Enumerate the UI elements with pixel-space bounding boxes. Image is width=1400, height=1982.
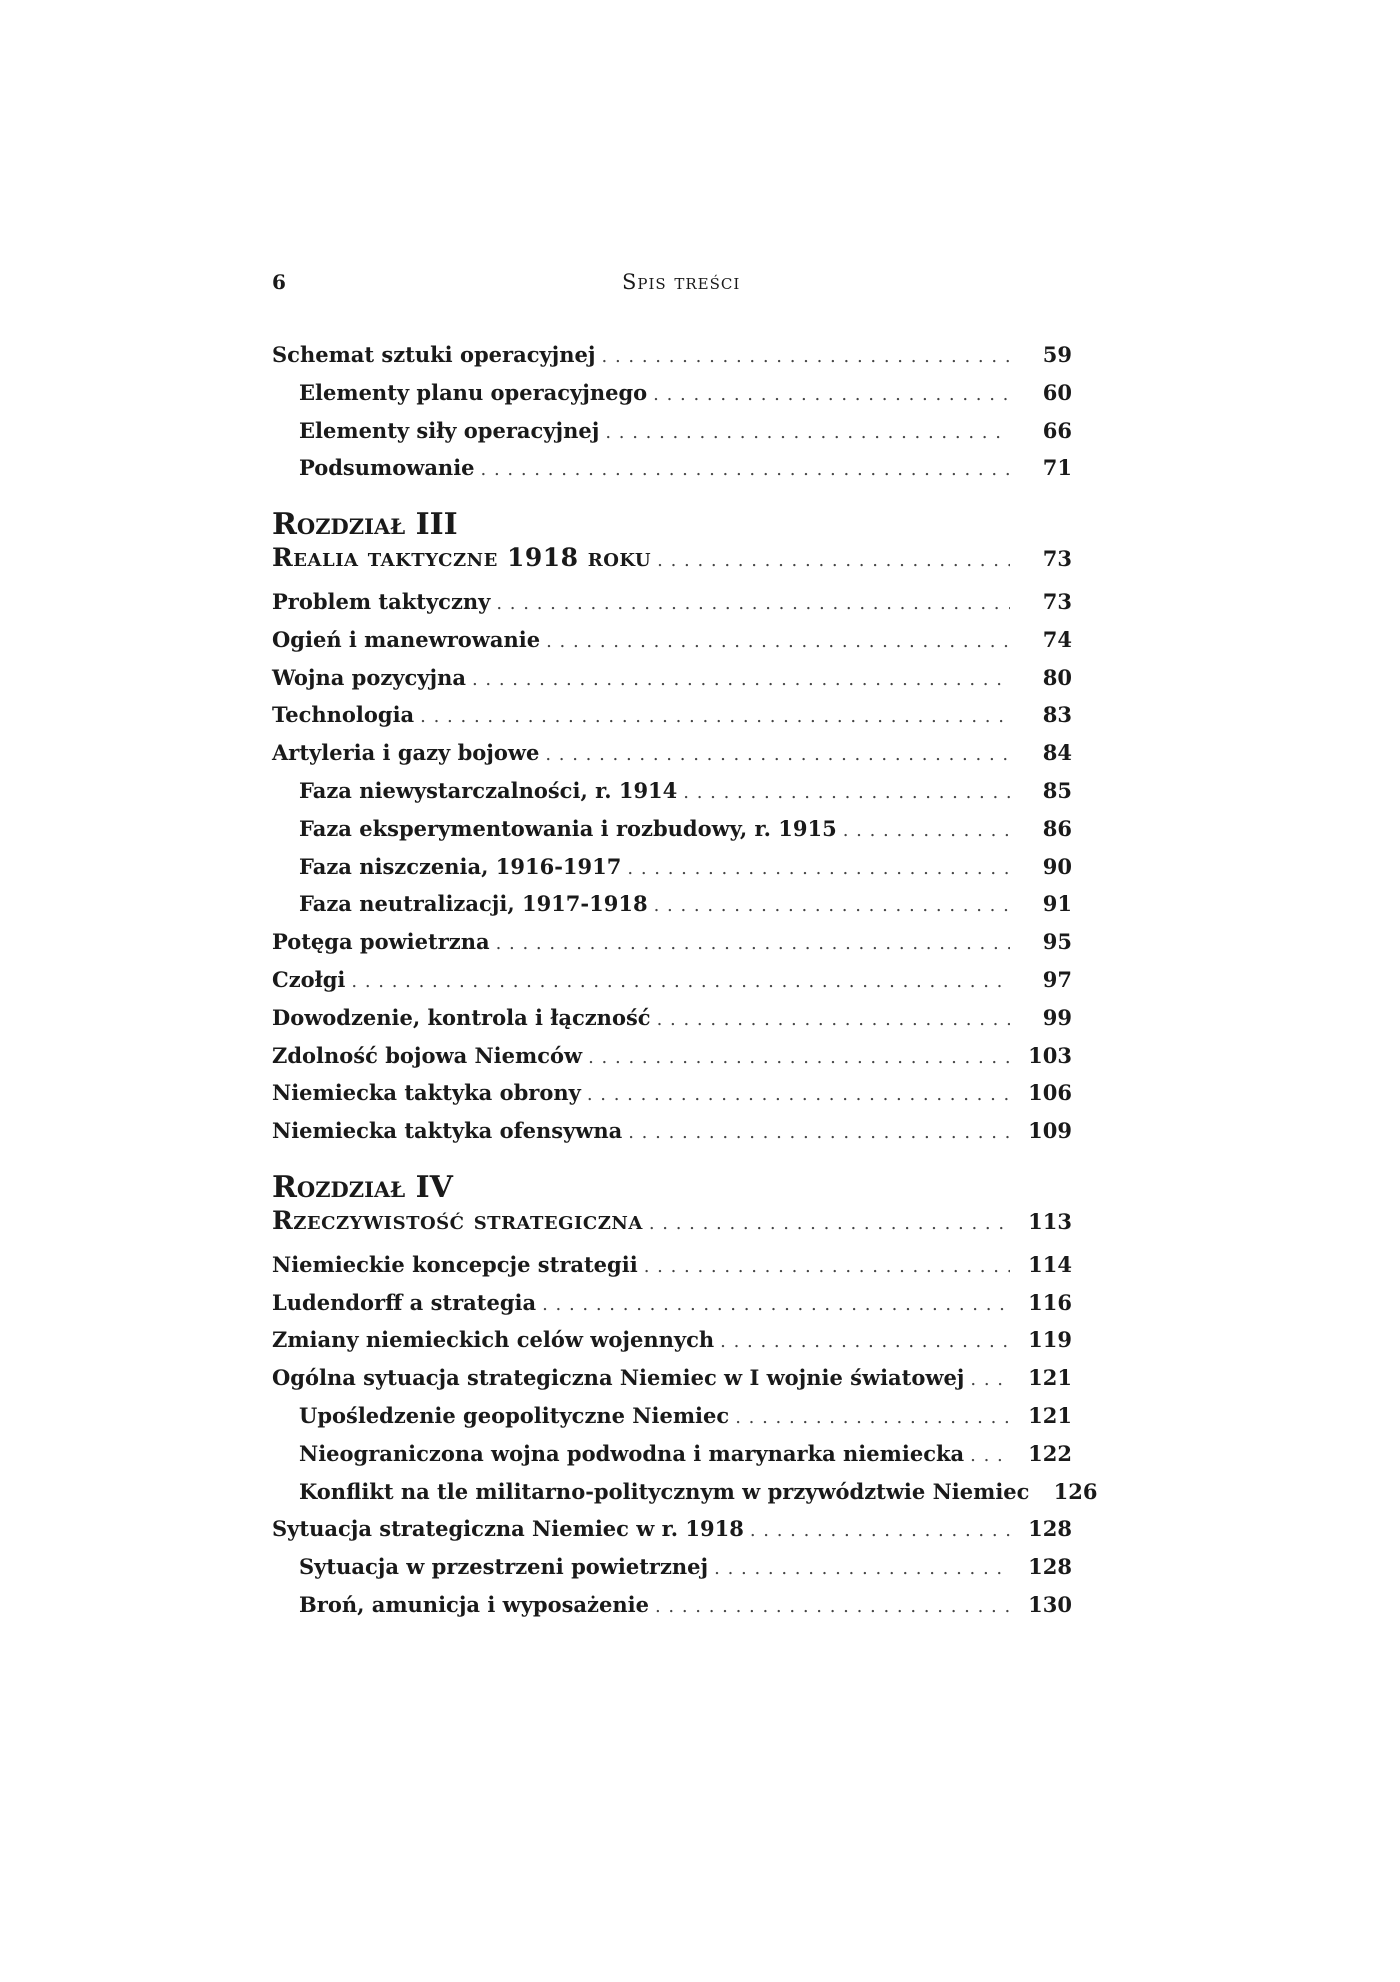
- toc-entry[interactable]: [272, 1516, 1072, 1554]
- toc-entry[interactable]: [272, 1043, 1072, 1081]
- dot-leader: [657, 1009, 1010, 1030]
- toc-entry-title: Broń, amunicja i wyposażenie: [299, 1591, 649, 1617]
- toc-entry-page-number: 84: [1042, 740, 1072, 766]
- toc-entry[interactable]: [272, 627, 1072, 665]
- toc-section-1: [272, 342, 1072, 493]
- dot-leader: [970, 1369, 1010, 1390]
- dot-leader: [720, 1331, 1010, 1352]
- toc-entry-title: Niemieckie koncepcje strategii: [272, 1251, 638, 1277]
- toc-entry-page-number: 106: [1028, 1080, 1072, 1106]
- toc-entry-title: Artyleria i gazy bojowe: [272, 740, 540, 766]
- toc-entry[interactable]: [272, 1554, 1072, 1592]
- dot-leader: [654, 895, 1010, 916]
- toc-entry-page-number: 121: [1028, 1365, 1072, 1391]
- toc-entry[interactable]: [272, 455, 1072, 493]
- toc-entry-page-number: 59: [1042, 342, 1072, 367]
- chapter-page-number: 113: [1028, 1208, 1072, 1234]
- toc-entry[interactable]: [272, 891, 1072, 929]
- chapter-3: [272, 507, 1072, 581]
- toc-entry-title: Podsumowanie: [299, 455, 475, 481]
- toc-entry[interactable]: [272, 967, 1072, 1005]
- toc-entry-title: Ludendorff a strategia: [272, 1289, 537, 1315]
- toc-entry-title: Zmiany niemieckich celów wojennych: [272, 1327, 715, 1353]
- toc-entry-page-number: 90: [1042, 853, 1072, 879]
- toc-entry-title: Elementy planu operacyjnego: [299, 379, 648, 405]
- toc-entry-page-number: 97: [1042, 966, 1072, 992]
- toc-entry-page-number: 128: [1028, 1554, 1072, 1580]
- toc-entry-page-number: 103: [1028, 1042, 1072, 1068]
- toc-entry[interactable]: [272, 589, 1072, 627]
- toc-entry[interactable]: [272, 929, 1072, 967]
- dot-leader: [542, 1294, 1010, 1315]
- toc-entry-title: Wojna pozycyjna: [272, 664, 466, 690]
- toc-entry-title: Sytuacja strategiczna Niemiec w r. 1918: [272, 1516, 744, 1542]
- toc-entry[interactable]: [272, 1005, 1072, 1043]
- toc-entry-title: Upośledzenie geopolityczne Niemiec: [299, 1402, 730, 1428]
- toc-entry-page-number: 66: [1042, 417, 1072, 443]
- toc-entry[interactable]: [272, 1327, 1072, 1365]
- toc-entry-title: Faza eksperymentowania i rozbudowy, r. 1915: [299, 815, 837, 841]
- toc-entry[interactable]: [272, 1365, 1072, 1403]
- toc-entry-page-number: 119: [1028, 1327, 1072, 1353]
- dot-leader: [602, 346, 1010, 367]
- dot-leader: [750, 1520, 1010, 1541]
- toc-entry-title: Faza neutralizacji, 1917-1918: [299, 891, 648, 917]
- toc-entry-title: Niemiecka taktyka obrony: [272, 1080, 581, 1106]
- chapter-title-row[interactable]: [272, 543, 1072, 581]
- toc-entry-page-number: 99: [1042, 1004, 1072, 1030]
- toc-entry[interactable]: [272, 1592, 1072, 1630]
- dot-leader: [627, 858, 1010, 879]
- toc-entry-page-number: 60: [1042, 379, 1072, 405]
- toc-entry-title: Sytuacja w przestrzeni powietrznej: [299, 1554, 709, 1580]
- toc-entry[interactable]: [272, 1403, 1072, 1441]
- dot-leader: [496, 933, 1010, 954]
- toc-entry-title: Technologia: [272, 702, 415, 728]
- chapter-label: Rozdział III: [272, 507, 458, 543]
- dot-leader: [472, 669, 1010, 690]
- toc-entry[interactable]: [272, 740, 1072, 778]
- toc-entry-title: Niemiecka taktyka ofensywna: [272, 1118, 623, 1144]
- toc-entry-page-number: 109: [1028, 1118, 1072, 1144]
- toc-entry[interactable]: [272, 1252, 1072, 1290]
- toc-entry[interactable]: [272, 816, 1072, 854]
- toc-entry-page-number: 71: [1042, 455, 1072, 481]
- toc-entry-page-number: 116: [1028, 1289, 1072, 1315]
- toc-entry-title: Elementy siły operacyjnej: [299, 417, 600, 443]
- toc-entry-title: Potęga powietrzna: [272, 929, 490, 955]
- dot-leader: [605, 422, 1010, 443]
- chapter-4: [272, 1170, 1072, 1244]
- dot-leader: [649, 1213, 1010, 1234]
- running-head: [272, 270, 1072, 300]
- toc-entry[interactable]: [272, 1441, 1072, 1479]
- toc-entry-page-number: 73: [1042, 588, 1072, 614]
- toc-entry[interactable]: [272, 778, 1072, 816]
- toc-entry-title: Nieograniczona wojna podwodna i marynarka niemiecka: [299, 1440, 965, 1466]
- dot-leader: [496, 593, 1010, 614]
- chapter-title-row[interactable]: [272, 1206, 1072, 1244]
- dot-leader: [481, 459, 1010, 480]
- toc-section-2: [272, 589, 1072, 1156]
- toc-entry[interactable]: [272, 380, 1072, 418]
- dot-leader: [546, 631, 1010, 652]
- toc-entry-page-number: 80: [1042, 664, 1072, 690]
- toc-entry-title: Dowodzenie, kontrola i łączność: [272, 1004, 651, 1030]
- toc-entry-title: Konflikt na tle militarno-politycznym w przywództwie Niemiec: [299, 1478, 1030, 1504]
- toc-entry-page-number: 85: [1042, 777, 1072, 803]
- dot-leader: [587, 1084, 1010, 1105]
- chapter-title: Realia taktyczne 1918 roku: [272, 543, 652, 573]
- running-head-title: Spis treści: [622, 270, 741, 294]
- toc-entry-page-number: 130: [1028, 1591, 1072, 1617]
- toc-entry-title: Zdolność bojowa Niemców: [272, 1042, 583, 1068]
- toc-entry-page-number: 114: [1028, 1251, 1072, 1277]
- toc-entry-title: Faza niewystarczalności, r. 1914: [299, 777, 678, 803]
- toc-entry[interactable]: [272, 1290, 1072, 1328]
- dot-leader: [657, 550, 1010, 571]
- chapter-title: Rzeczywistość strategiczna: [272, 1205, 643, 1235]
- toc-entry[interactable]: [272, 665, 1072, 703]
- toc-entry[interactable]: [272, 702, 1072, 740]
- toc-entry-title: Faza niszczenia, 1916-1917: [299, 853, 622, 879]
- toc-entry[interactable]: [272, 1118, 1072, 1156]
- dot-leader: [683, 782, 1010, 803]
- toc-entry-page-number: 74: [1042, 626, 1072, 652]
- toc-entry-title: Problem taktyczny: [272, 588, 491, 614]
- toc-entry-page-number: 83: [1042, 702, 1072, 728]
- toc-entry-title: Ogólna sytuacja strategiczna Niemiec w I wojnie światowej: [272, 1365, 965, 1391]
- dot-leader: [653, 384, 1010, 405]
- page-number: 6: [272, 270, 286, 294]
- dot-leader: [628, 1122, 1010, 1143]
- toc-entry-page-number: 122: [1028, 1440, 1072, 1466]
- dot-leader: [351, 971, 1010, 992]
- dot-leader: [588, 1047, 1010, 1068]
- dot-leader: [843, 820, 1010, 841]
- toc-entry-title: Czołgi: [272, 966, 346, 992]
- toc-entry-page-number: 128: [1028, 1516, 1072, 1542]
- toc-entry-page-number: 91: [1042, 891, 1072, 917]
- toc-entry-title: Ogień i manewrowanie: [272, 626, 541, 652]
- dot-leader: [420, 706, 1010, 727]
- toc-entry[interactable]: [272, 418, 1072, 456]
- toc-entry[interactable]: [272, 1080, 1072, 1118]
- toc-entry[interactable]: [272, 1478, 1098, 1517]
- dot-leader: [714, 1558, 1010, 1579]
- dot-leader: [545, 744, 1010, 765]
- toc-entry[interactable]: [272, 854, 1072, 892]
- toc-entry[interactable]: [272, 342, 1072, 380]
- dot-leader: [655, 1596, 1010, 1617]
- toc-entry-page-number: 86: [1042, 815, 1072, 841]
- toc-entry-page-number: 95: [1042, 929, 1072, 955]
- toc-entry-title: Schemat sztuki operacyjnej: [272, 342, 596, 367]
- toc-section-3: [272, 1251, 1098, 1630]
- chapter-page-number: 73: [1042, 546, 1072, 572]
- toc-entry-page-number: 126: [1053, 1478, 1098, 1504]
- dot-leader: [644, 1256, 1010, 1277]
- table-of-contents: [272, 342, 1098, 1630]
- dot-leader: [970, 1445, 1010, 1466]
- toc-entry-page-number: 121: [1028, 1402, 1072, 1428]
- chapter-label: Rozdział IV: [272, 1169, 453, 1205]
- dot-leader: [735, 1407, 1010, 1428]
